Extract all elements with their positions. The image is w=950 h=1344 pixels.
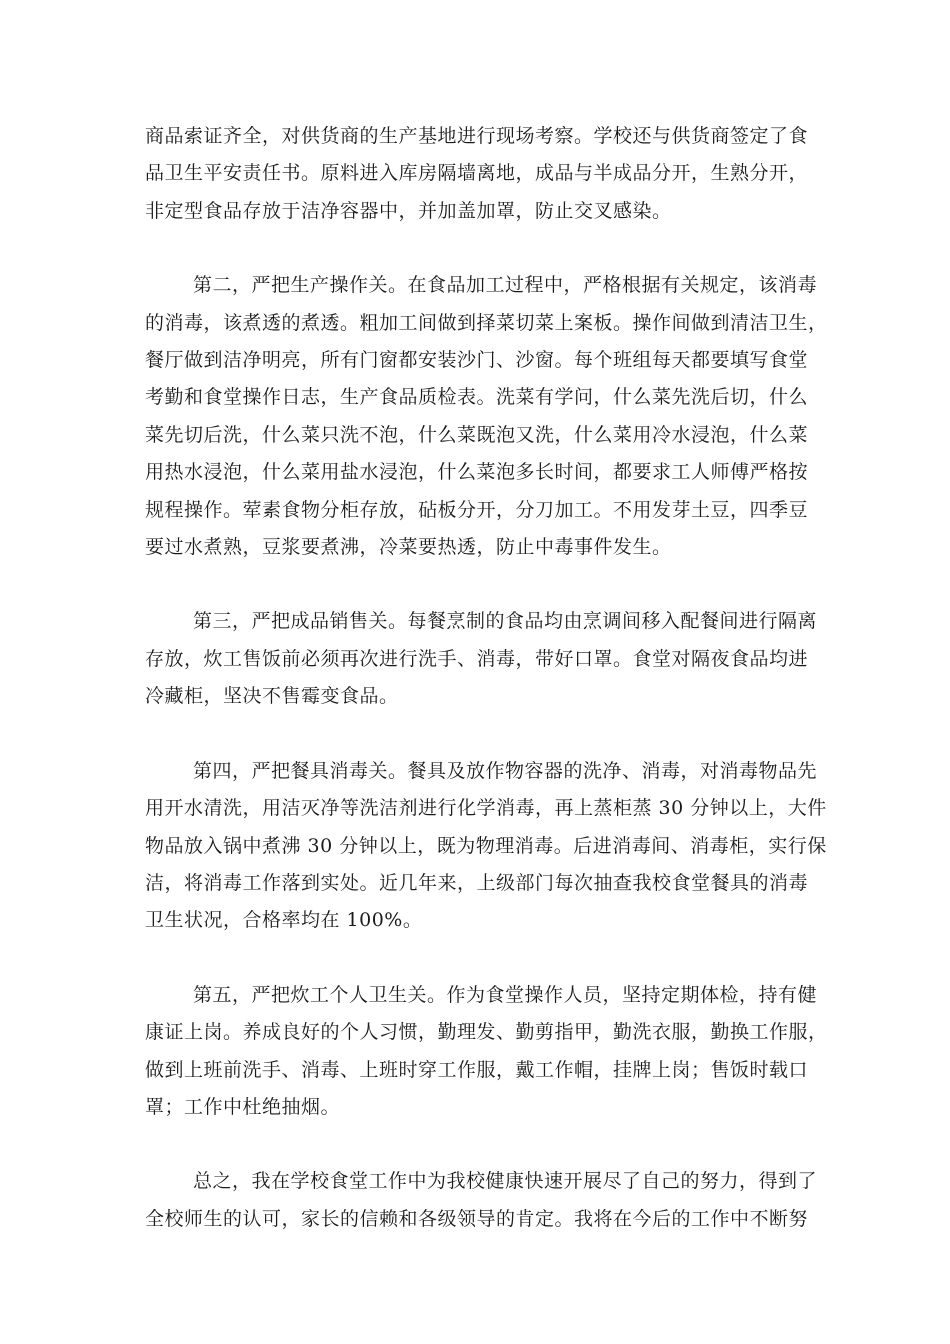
text-line: 物品放入锅中煮沸 30 分钟以上，既为物理消毒。后进消毒间、消毒柜，实行保: [145, 834, 827, 857]
text-line: 品卫生平安责任书。原料进入库房隔墙离地，成品与半成品分开，生熟分开，: [145, 162, 809, 185]
paragraph-conclusion: [145, 1163, 818, 1238]
text-line: 考勤和食堂操作日志，生产食品质检表。洗菜有学问，什么菜先洗后切，什么: [145, 386, 809, 409]
paragraph-sales: [145, 603, 818, 715]
text-line: 规程操作。荤素食物分柜存放，砧板分开，分刀加工。不用发芽土豆，四季豆: [145, 498, 809, 521]
text-line: 卫生状况，合格率均在 100%。: [145, 909, 423, 932]
paragraph-personal-hygiene: [145, 977, 828, 1127]
paragraph-production: [145, 267, 828, 566]
text-line: 第四，严把餐具消毒关。餐具及放作物容器的洗净、消毒，对消毒物品先: [193, 759, 818, 782]
text-line: 用热水浸泡，什么菜用盐水浸泡，什么菜泡多长时间，都要求工人师傅严格按: [145, 461, 809, 484]
text-line: 总之，我在学校食堂工作中为我校健康快速开展尽了自己的努力，得到了: [193, 1170, 818, 1193]
text-line: 康证上岗。养成良好的个人习惯，勤理发、勤剪指甲，勤洗衣服，勤换工作服，: [145, 1021, 828, 1044]
paragraph-storage: [145, 118, 809, 230]
text-line: 非定型食品存放于洁净容器中，并加盖加罩，防止交叉感染。: [145, 199, 672, 222]
text-line: 菜先切后洗，什么菜只洗不泡，什么菜既泡又洗，什么菜用冷水浸泡，什么菜: [145, 423, 809, 446]
text-line: 餐厅做到洁净明亮，所有门窗都安装沙门、沙窗。每个班组每天都要填写食堂: [145, 349, 809, 372]
text-line: 全校师生的认可，家长的信赖和各级领导的肯定。我将在今后的工作中不断努: [145, 1207, 809, 1230]
text-line: 冷藏柜，坚决不售霉变食品。: [145, 685, 399, 708]
text-line: 第二，严把生产操作关。在食品加工过程中，严格根据有关规定，该消毒: [193, 274, 818, 297]
text-line: 要过水煮熟，豆浆要煮沸，冷菜要热透，防止中毒事件发生。: [145, 536, 672, 559]
text-line: 存放，炊工售饭前必须再次进行洗手、消毒，带好口罩。食堂对隔夜食品均进: [145, 647, 809, 670]
text-line: 罩；工作中杜绝抽烟。: [145, 1095, 341, 1118]
text-line: 第三，严把成品销售关。每餐烹制的食品均由烹调间移入配餐间进行隔离: [193, 610, 818, 633]
text-line: 第五，严把炊工个人卫生关。作为食堂操作人员，坚持定期体检，持有健: [193, 983, 818, 1006]
document-body: [145, 118, 828, 1275]
paragraph-tableware-disinfection: [145, 753, 827, 940]
text-line: 做到上班前洗手、消毒、上班时穿工作服，戴工作帽，挂牌上岗；售饭时载口: [145, 1058, 809, 1081]
text-line: 用开水清洗，用洁灭净等洗洁剂进行化学消毒，再上蒸柜蒸 30 分钟以上，大件: [145, 797, 827, 820]
text-line: 的消毒，该煮透的煮透。粗加工间做到择菜切菜上案板。操作间做到清洁卫生，: [145, 311, 828, 334]
text-line: 洁，将消毒工作落到实处。近几年来，上级部门每次抽查我校食堂餐具的消毒: [145, 871, 809, 894]
text-line: 商品索证齐全，对供货商的生产基地进行现场考察。学校还与供货商签定了食: [145, 125, 809, 147]
